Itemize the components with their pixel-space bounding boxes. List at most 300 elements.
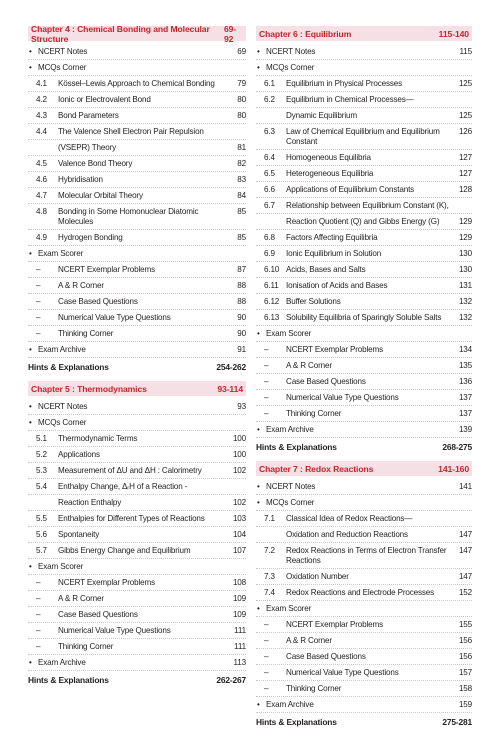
toc-entry[interactable] — [28, 204, 246, 230]
toc-entry[interactable] — [28, 575, 246, 591]
toc-entry-title: Hints & Explanations — [256, 717, 337, 727]
toc-entry-page: 90 — [237, 313, 246, 322]
toc-entry-title: MCQs Corner — [38, 418, 87, 427]
toc-entry[interactable] — [256, 230, 472, 246]
toc-entry-title: NCERT Exemplar Problems — [58, 265, 156, 274]
toc-entry-title: Spontaneity — [58, 530, 100, 539]
toc-entry[interactable] — [256, 390, 472, 406]
bullet-icon: • — [29, 345, 32, 354]
bullet-icon: • — [257, 498, 260, 507]
toc-entry[interactable] — [256, 150, 472, 166]
toc-entry[interactable] — [256, 124, 472, 150]
section-number: 4.6 — [36, 175, 47, 184]
toc-entry[interactable] — [28, 463, 246, 479]
toc-entry-page: 82 — [237, 159, 246, 168]
toc-entry-page: 100 — [232, 450, 246, 459]
toc-entry[interactable] — [28, 156, 246, 172]
toc-entry[interactable] — [28, 246, 246, 262]
toc-entry[interactable] — [256, 569, 472, 585]
dash-marker: – — [36, 594, 41, 603]
toc-entry-title: Enthalpies for Different Types of Reactions — [58, 514, 205, 523]
section-number: 7.2 — [264, 546, 275, 555]
toc-column-right — [256, 26, 472, 736]
toc-entry[interactable] — [256, 649, 472, 665]
toc-entry-title: Oxidation Number — [286, 572, 349, 581]
toc-entry-title: Thinking Corner — [58, 642, 114, 651]
toc-entry-page: 111 — [234, 626, 246, 635]
toc-entry-page: 88 — [237, 297, 246, 306]
toc-entry-page: 147 — [458, 546, 472, 555]
toc-entry-page: 102 — [232, 498, 246, 507]
toc-entry-title: Homogeneous Equilibria — [286, 153, 371, 162]
dash-marker: – — [36, 626, 41, 635]
toc-entry[interactable] — [256, 310, 472, 326]
toc-entry[interactable] — [28, 607, 246, 623]
toc-entry[interactable] — [28, 543, 246, 559]
toc-entry[interactable] — [256, 92, 472, 108]
toc-entry-page: 147 — [458, 572, 472, 581]
toc-entry-title: Redox Reactions in Terms of Electron Transfer Reactions — [286, 546, 447, 565]
toc-entry[interactable] — [28, 278, 246, 294]
toc-entry-title: Hydrogen Bonding — [58, 233, 123, 242]
toc-entry[interactable] — [28, 76, 246, 92]
toc-entry-page: 108 — [232, 578, 246, 587]
toc-entry-title: Case Based Questions — [286, 652, 366, 661]
section-number: 7.3 — [264, 572, 275, 581]
chapter-heading[interactable] — [256, 461, 472, 476]
toc-entry[interactable] — [28, 447, 246, 463]
section-number: 4.9 — [36, 233, 47, 242]
section-number: 6.12 — [264, 297, 280, 306]
dash-marker: – — [36, 281, 41, 290]
toc-entry-page: 81 — [237, 143, 246, 152]
toc-entry-title: Applications of Equilibrium Constants — [286, 185, 415, 194]
toc-entry-page: 130 — [458, 265, 472, 274]
section-number: 6.10 — [264, 265, 280, 274]
toc-column-left — [28, 23, 246, 694]
toc-entry[interactable] — [256, 166, 472, 182]
toc-entry[interactable] — [256, 479, 472, 495]
toc-entry[interactable] — [256, 60, 472, 76]
toc-entry[interactable] — [28, 262, 246, 278]
toc-entry-page: 109 — [232, 594, 246, 603]
toc-entry[interactable] — [28, 415, 246, 431]
bullet-icon: • — [257, 700, 260, 709]
toc-entry-title: (VSEPR) Theory — [58, 143, 117, 152]
chapter-page-range: 115-140 — [438, 28, 469, 39]
toc-entry-title: Law of Chemical Equilibrium and Equilibrium Constant — [286, 127, 440, 146]
toc-entry-page: 275-281 — [442, 717, 472, 727]
dash-marker: – — [264, 361, 269, 370]
toc-entry-page: 79 — [237, 79, 246, 88]
toc-entry[interactable] — [28, 326, 246, 342]
toc-entry-title: Exam Archive — [38, 658, 86, 667]
section-number: 6.5 — [264, 169, 275, 178]
toc-entry[interactable] — [256, 511, 472, 527]
toc-entry[interactable] — [28, 310, 246, 326]
toc-entry-title: Exam Archive — [266, 425, 314, 434]
toc-entry[interactable] — [256, 108, 472, 124]
toc-entry-page: 84 — [237, 191, 246, 200]
toc-entry[interactable] — [28, 495, 246, 511]
toc-entry-page: 80 — [237, 95, 246, 104]
chapter-heading[interactable] — [28, 23, 246, 44]
toc-entry[interactable] — [256, 358, 472, 374]
toc-entry[interactable] — [28, 124, 246, 140]
hints-explanations-row[interactable] — [28, 671, 246, 688]
toc-entry[interactable] — [256, 665, 472, 681]
toc-entry-title: Equilibrium in Physical Processes — [286, 79, 403, 88]
toc-entry-title: Reaction Enthalpy — [58, 498, 122, 507]
chapter-heading[interactable] — [256, 26, 472, 41]
toc-entry-title: Exam Scorer — [266, 329, 312, 338]
toc-entry-title: Numerical Value Type Questions — [58, 626, 171, 635]
dash-marker: – — [36, 578, 41, 587]
chapter-title: Chapter 4 : Chemical Bonding and Molecular Structure — [31, 23, 210, 44]
toc-entry-title: Exam Archive — [266, 700, 314, 709]
toc-entry-page: 152 — [458, 588, 472, 597]
toc-entry-page: 147 — [458, 530, 472, 539]
toc-entry-title: MCQs Corner — [266, 498, 315, 507]
toc-entry[interactable] — [28, 639, 246, 655]
dash-marker: – — [36, 329, 41, 338]
section-number: 6.2 — [264, 95, 275, 104]
toc-entry[interactable] — [256, 326, 472, 342]
toc-entry-title: A & R Corner — [58, 594, 104, 603]
toc-entry-page: 155 — [458, 620, 472, 629]
toc-entry-page: 268-275 — [442, 442, 472, 452]
toc-entry-title: Hints & Explanations — [28, 675, 109, 685]
toc-entry-title: Solubility Equilibria of Sparingly Soluble Salts — [286, 313, 442, 322]
chapter-page-range: 141-160 — [438, 463, 469, 474]
hints-explanations-row[interactable] — [28, 358, 246, 375]
toc-entry[interactable] — [256, 633, 472, 649]
toc-entry-page: 85 — [237, 207, 246, 216]
toc-entry-title: Dynamic Equilibrium — [286, 111, 357, 120]
toc-entry-title: Heterogeneous Equilibria — [286, 169, 374, 178]
dash-marker: – — [264, 345, 269, 354]
toc-entry[interactable] — [28, 108, 246, 124]
chapter-page-range: 69-92 — [224, 23, 237, 44]
toc-entry-title: Oxidation and Reduction Reactions — [286, 530, 408, 539]
toc-entry[interactable] — [256, 374, 472, 390]
toc-entry-title: Case Based Questions — [58, 610, 138, 619]
dash-marker: – — [264, 636, 269, 645]
toc-entry-title: Classical Idea of Redox Reactions— — [286, 514, 413, 523]
toc-entry-page: 125 — [458, 111, 472, 120]
bullet-icon: • — [29, 658, 32, 667]
section-number: 4.4 — [36, 127, 47, 136]
toc-entry[interactable] — [28, 60, 246, 76]
bullet-icon: • — [29, 63, 32, 72]
toc-entry-title: Measurement of ΔU and ΔH : Calorimetry — [58, 466, 202, 475]
toc-entry-page: 130 — [458, 249, 472, 258]
chapter-heading[interactable] — [28, 381, 246, 396]
toc-entry-title: Thinking Corner — [58, 329, 114, 338]
toc-entry-page: 128 — [458, 185, 472, 194]
dash-marker: – — [36, 642, 41, 651]
toc-entry[interactable] — [256, 406, 472, 422]
bullet-icon: • — [257, 63, 260, 72]
section-number: 5.5 — [36, 514, 47, 523]
toc-entry-title: NCERT Notes — [266, 47, 316, 56]
chapter-section — [28, 23, 246, 375]
section-number: 6.13 — [264, 313, 280, 322]
toc-entry-title: Valence Bond Theory — [58, 159, 133, 168]
toc-entry[interactable] — [28, 294, 246, 310]
toc-entry-title: Thinking Corner — [286, 409, 342, 418]
toc-entry-page: 115 — [459, 47, 472, 56]
toc-entry[interactable] — [28, 188, 246, 204]
dash-marker: – — [264, 684, 269, 693]
toc-entry-page: 135 — [458, 361, 472, 370]
section-number: 5.3 — [36, 466, 47, 475]
bullet-icon: • — [29, 418, 32, 427]
section-number: 4.1 — [36, 79, 47, 88]
section-number: 5.4 — [36, 482, 47, 491]
toc-entry-page: 107 — [232, 546, 246, 555]
dash-marker: – — [36, 265, 41, 274]
toc-entry-title: Relationship between Equilibrium Constant (K), — [286, 201, 449, 210]
toc-entry-title: NCERT Exemplar Problems — [286, 345, 384, 354]
toc-entry-title: The Valence Shell Electron Pair Repulsion — [58, 127, 204, 136]
toc-entry-title: Numerical Value Type Questions — [58, 313, 171, 322]
toc-entry-title: Equilibrium in Chemical Processes— — [286, 95, 414, 104]
toc-entry-page: 103 — [232, 514, 246, 523]
toc-entry[interactable] — [256, 278, 472, 294]
toc-entry-title: Exam Archive — [38, 345, 86, 354]
toc-entry-page: 127 — [458, 169, 472, 178]
toc-entry-page: 91 — [237, 345, 246, 354]
toc-entry[interactable] — [28, 431, 246, 447]
toc-entry-page: 262-267 — [216, 675, 246, 685]
dash-marker: – — [264, 620, 269, 629]
toc-entry[interactable] — [256, 246, 472, 262]
toc-entry-page: 69 — [237, 47, 246, 56]
toc-entry[interactable] — [256, 601, 472, 617]
toc-entry-title: Factors Affecting Equilibria — [286, 233, 378, 242]
dash-marker: – — [264, 393, 269, 402]
toc-entry-title: Enthalpy Change, ΔᵣH of a Reaction - — [58, 482, 188, 491]
toc-entry-page: 100 — [232, 434, 246, 443]
toc-entry-title: Exam Scorer — [38, 249, 84, 258]
section-number: 6.4 — [264, 153, 275, 162]
toc-entry-title: Ionic Equilibrium in Solution — [286, 249, 382, 258]
toc-entry[interactable] — [28, 655, 246, 671]
section-number: 5.1 — [36, 434, 47, 443]
toc-entry-title: MCQs Corner — [266, 63, 315, 72]
section-number: 6.6 — [264, 185, 275, 194]
toc-entry-page: 113 — [233, 658, 246, 667]
toc-entry-page: 137 — [458, 409, 472, 418]
dash-marker: – — [36, 297, 41, 306]
toc-entry-page: 102 — [232, 466, 246, 475]
section-number: 6.7 — [264, 201, 275, 210]
toc-entry-title: Bonding in Some Homonuclear Diatomic Molecules — [58, 207, 199, 226]
chapter-title: Chapter 5 : Thermodynamics — [31, 383, 147, 394]
toc-entry[interactable] — [256, 76, 472, 92]
toc-entry-page: 109 — [232, 610, 246, 619]
toc-entry-title: Applications — [58, 450, 100, 459]
toc-entry[interactable] — [256, 294, 472, 310]
bullet-icon: • — [257, 425, 260, 434]
toc-entry-page: 104 — [232, 530, 246, 539]
toc-entry-page: 254-262 — [216, 362, 246, 372]
toc-entry-title: Buffer Solutions — [286, 297, 341, 306]
toc-entry-title: Exam Scorer — [38, 562, 84, 571]
section-number: 6.1 — [264, 79, 275, 88]
dash-marker: – — [264, 668, 269, 677]
toc-entry-title: Case Based Questions — [286, 377, 366, 386]
toc-entry-title: NCERT Notes — [38, 402, 88, 411]
chapter-section — [28, 381, 246, 688]
toc-entry[interactable] — [256, 262, 472, 278]
dash-marker: – — [36, 313, 41, 322]
toc-entry[interactable] — [256, 585, 472, 601]
chapter-section — [256, 26, 472, 455]
toc-entry-page: 111 — [234, 642, 246, 651]
dash-marker: – — [264, 652, 269, 661]
toc-entry-title: Gibbs Energy Change and Equilibrium — [58, 546, 191, 555]
toc-entry-title: Bond Parameters — [58, 111, 119, 120]
section-number: 4.5 — [36, 159, 47, 168]
chapter-title: Chapter 7 : Redox Reactions — [259, 463, 374, 474]
toc-entry[interactable] — [28, 172, 246, 188]
toc-entry[interactable] — [28, 230, 246, 246]
toc-entry-title: NCERT Exemplar Problems — [286, 620, 384, 629]
toc-entry[interactable] — [28, 591, 246, 607]
toc-entry-page: 125 — [458, 79, 472, 88]
toc-entry[interactable] — [256, 182, 472, 198]
toc-entry[interactable] — [28, 140, 246, 156]
toc-entry-title: Kössel–Lewis Approach to Chemical Bonding — [58, 79, 215, 88]
chapter-page-range: 93-114 — [217, 383, 243, 394]
toc-entry[interactable] — [28, 44, 246, 60]
toc-entry[interactable] — [256, 44, 472, 60]
toc-entry-page: 88 — [237, 281, 246, 290]
section-number: 5.6 — [36, 530, 47, 539]
bullet-icon: • — [29, 47, 32, 56]
toc-entry[interactable] — [256, 617, 472, 633]
toc-entry-title: A & R Corner — [286, 361, 332, 370]
toc-entry-page: 85 — [237, 233, 246, 242]
toc-entry[interactable] — [256, 697, 472, 713]
toc-entry-title: Thermodynamic Terms — [58, 434, 138, 443]
toc-entry-page: 159 — [458, 700, 472, 709]
toc-entry[interactable] — [256, 214, 472, 230]
toc-entry[interactable] — [256, 422, 472, 438]
bullet-icon: • — [257, 329, 260, 338]
toc-entry-title: Exam Scorer — [266, 604, 312, 613]
toc-entry-page: 83 — [237, 175, 246, 184]
toc-entry-title: NCERT Notes — [38, 47, 88, 56]
toc-entry-page: 141 — [458, 482, 472, 491]
toc-entry-page: 93 — [237, 402, 246, 411]
toc-entry-page: 131 — [458, 281, 472, 290]
toc-entry[interactable] — [28, 527, 246, 543]
toc-entry[interactable] — [256, 543, 472, 569]
section-number: 6.11 — [264, 281, 279, 290]
chapter-section — [256, 461, 472, 730]
section-number: 4.2 — [36, 95, 47, 104]
toc-entry-page: 132 — [458, 313, 472, 322]
toc-entry-page: 137 — [458, 393, 472, 402]
section-number: 4.3 — [36, 111, 47, 120]
toc-entry[interactable] — [256, 342, 472, 358]
toc-entry-page: 158 — [458, 684, 472, 693]
toc-entry-title: NCERT Exemplar Problems — [58, 578, 156, 587]
toc-entry[interactable] — [28, 399, 246, 415]
hints-explanations-row[interactable] — [256, 438, 472, 455]
chapter-title: Chapter 6 : Equilibrium — [259, 28, 352, 39]
toc-entry-page: 157 — [458, 668, 472, 677]
toc-entry-title: A & R Corner — [58, 281, 104, 290]
toc-entry-title: Acids, Bases and Salts — [286, 265, 366, 274]
toc-entry-page: 156 — [458, 636, 472, 645]
toc-entry-page: 129 — [458, 233, 472, 242]
toc-entry-title: NCERT Notes — [266, 482, 316, 491]
toc-entry-title: Numerical Value Type Questions — [286, 668, 399, 677]
toc-entry-title: Ionisation of Acids and Bases — [286, 281, 388, 290]
toc-entry[interactable] — [256, 681, 472, 697]
toc-entry-page: 132 — [458, 297, 472, 306]
section-number: 4.8 — [36, 207, 47, 216]
toc-entry-page: 127 — [458, 153, 472, 162]
toc-entry-page: 156 — [458, 652, 472, 661]
toc-entry[interactable] — [28, 511, 246, 527]
toc-entry-title: Molecular Orbital Theory — [58, 191, 143, 200]
hints-explanations-row[interactable] — [256, 713, 472, 730]
toc-entry[interactable] — [28, 342, 246, 358]
toc-entry[interactable] — [256, 198, 472, 214]
toc-entry-title: Thinking Corner — [286, 684, 342, 693]
toc-entry-page: 90 — [237, 329, 246, 338]
toc-entry-title: Case Based Questions — [58, 297, 138, 306]
section-number: 6.9 — [264, 249, 275, 258]
bullet-icon: • — [257, 604, 260, 613]
toc-entry[interactable] — [256, 527, 472, 543]
toc-entry[interactable] — [28, 479, 246, 495]
toc-entry-title: Numerical Value Type Questions — [286, 393, 399, 402]
dash-marker: – — [264, 377, 269, 386]
section-number: 6.8 — [264, 233, 275, 242]
toc-entry[interactable] — [28, 92, 246, 108]
toc-entry-page: 129 — [458, 217, 472, 226]
dash-marker: – — [264, 409, 269, 418]
section-number: 7.4 — [264, 588, 275, 597]
toc-entry[interactable] — [256, 495, 472, 511]
toc-entry-title: MCQs Corner — [38, 63, 87, 72]
bullet-icon: • — [29, 249, 32, 258]
section-number: 6.3 — [264, 127, 275, 136]
section-number: 5.7 — [36, 546, 47, 555]
bullet-icon: • — [29, 562, 32, 571]
toc-entry-title: Ionic or Electrovalent Bond — [58, 95, 151, 104]
dash-marker: – — [36, 610, 41, 619]
toc-entry[interactable] — [28, 623, 246, 639]
toc-entry-page: 134 — [458, 345, 472, 354]
toc-entry-title: Hints & Explanations — [28, 362, 109, 372]
toc-entry-page: 139 — [458, 425, 472, 434]
toc-entry-title: Redox Reactions and Electrode Processes — [286, 588, 435, 597]
section-number: 7.1 — [264, 514, 275, 523]
toc-entry-page: 126 — [458, 127, 472, 136]
toc-entry-title: Hybridisation — [58, 175, 103, 184]
bullet-icon: • — [257, 47, 260, 56]
toc-entry[interactable] — [28, 559, 246, 575]
toc-entry-page: 136 — [458, 377, 472, 386]
toc-entry-title: Reaction Quotient (Q) and Gibbs Energy (G) — [286, 217, 440, 226]
